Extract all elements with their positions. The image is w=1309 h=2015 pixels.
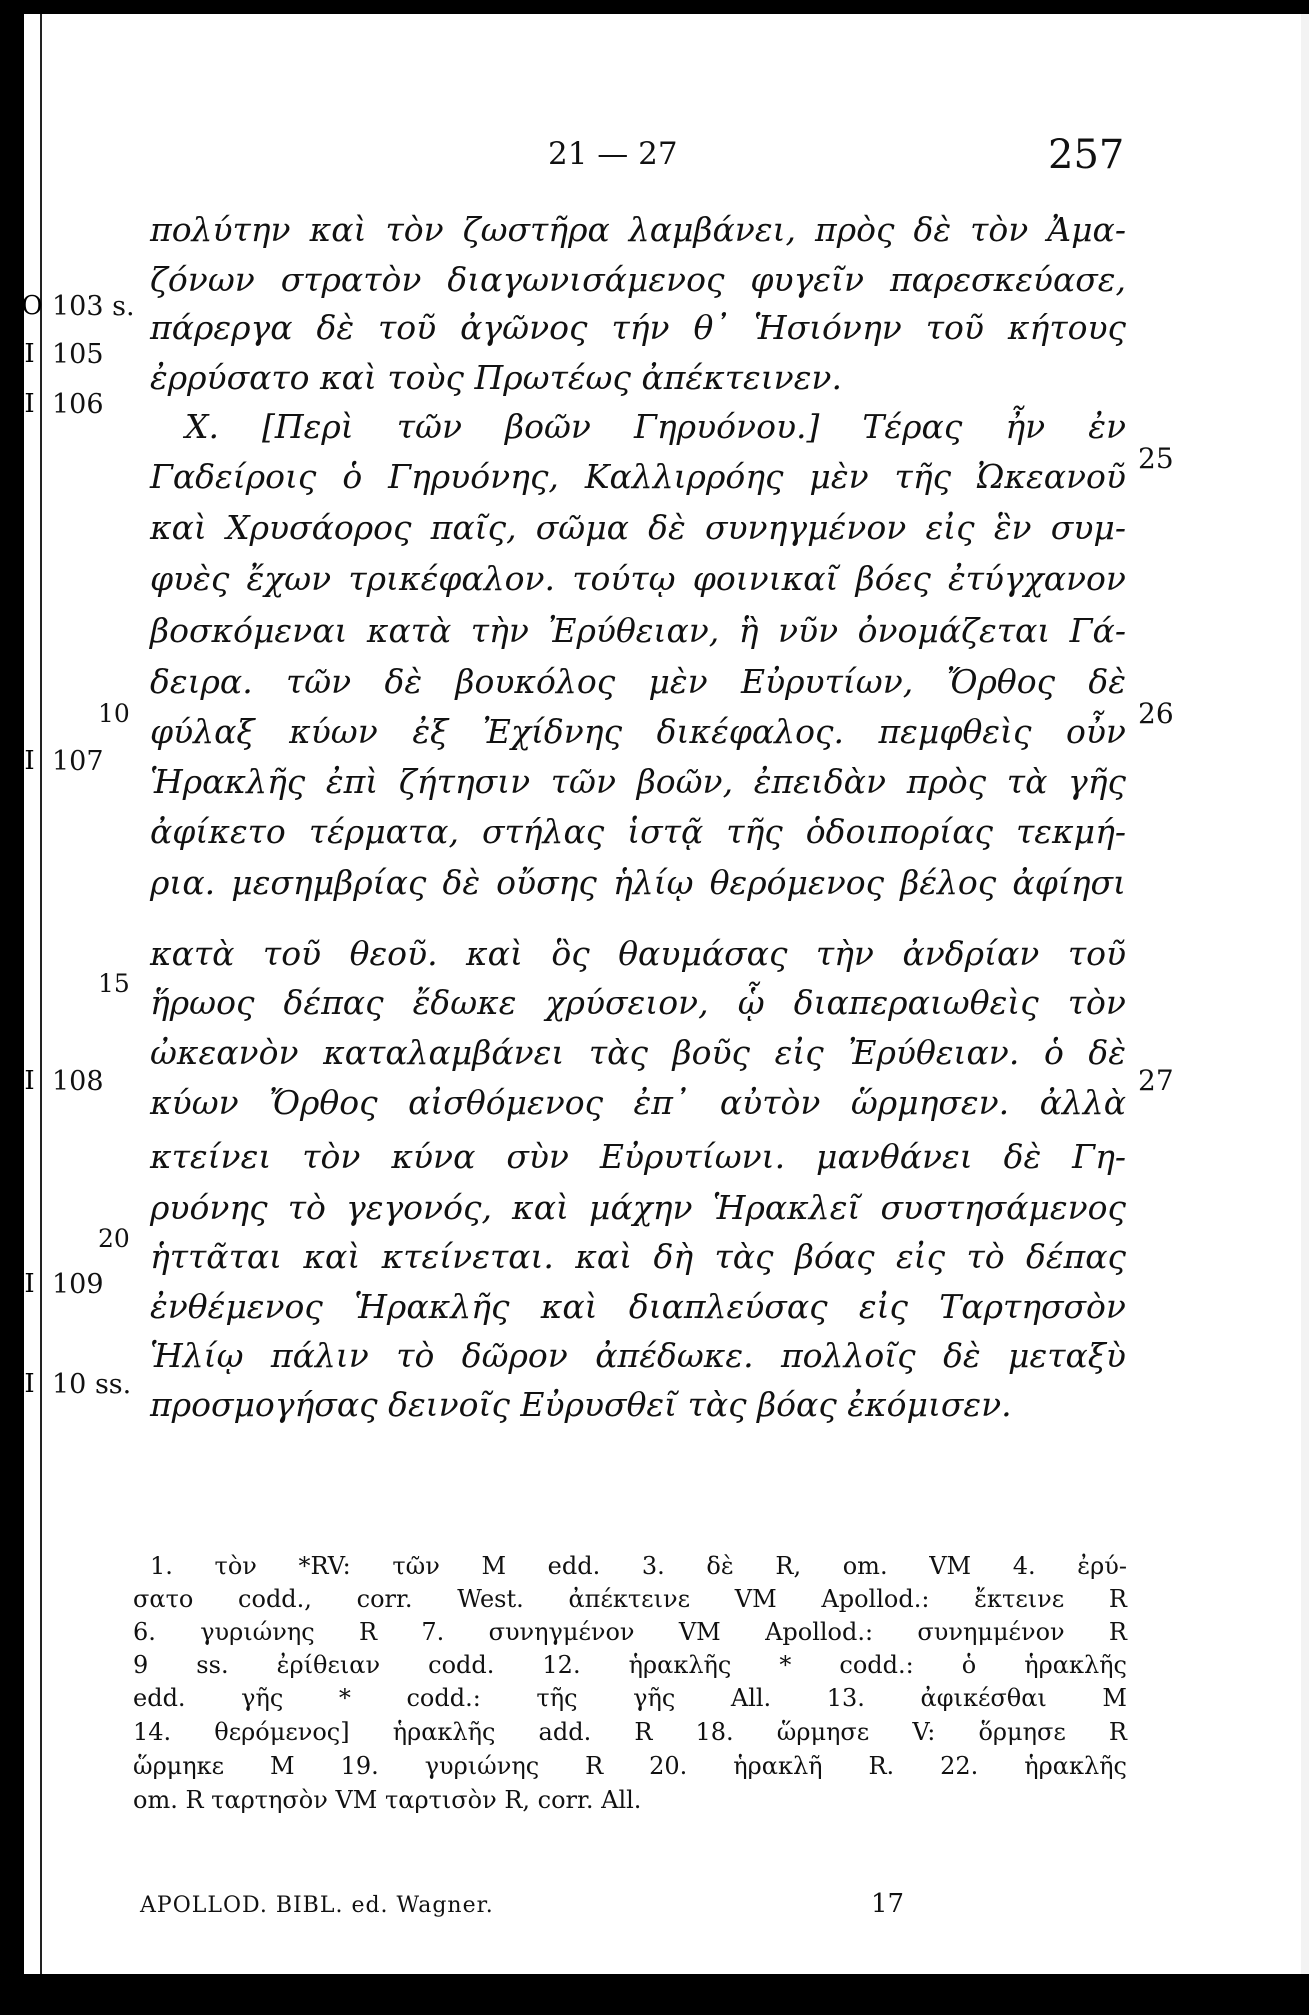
text-line: κύων Ὄρθος αἰσθόμενος ἐπ᾽ αὐτὸν ὥρμησεν. ἀλλὰ [150,1083,1126,1122]
footnote-line: 14. θερόμενος] ἡρακλῆς add. R 18. ὥρμησε V: ὅρμησε R [133,1718,1127,1746]
cut-margin-text: ΣΟ [3,291,43,321]
margin-ref: 105 [52,339,104,370]
text-line: X. [Περὶ τῶν βοῶν Γηρυόνου.] Τέρας ἦν ἐν [185,407,1126,446]
scan-top-border [0,0,1309,14]
line-number: 20 [98,1224,130,1253]
footnote-line: 1. τὸν *RV: τῶν M edd. 3. δὲ R, om. VM 4. ἐρύ- [150,1552,1127,1580]
text-line: φυὲς ἔχων τρικέφαλον. τούτῳ φοινικαῖ βόες ἐτύγχανον [150,559,1126,598]
footnote-line: 9 ss. ἐρίθειαν codd. 12. ἡρακλῆς * codd.: ὁ ἡρακλῆς [133,1651,1127,1679]
text-line: κτείνει τὸν κύνα σὺν Εὐρυτίωνι. μανθάνει δὲ Γη- [150,1137,1126,1176]
line-number: 15 [98,969,130,998]
text-line: Ἡρακλῆς ἐπὶ ζήτησιν τῶν βοῶν, ἐπειδὰν πρὸς τὰ γῆς [150,762,1126,801]
margin-ref: 109 [52,1269,104,1300]
scan-bottom-border [0,1974,1309,2015]
text-line: βοσκόμεναι κατὰ τὴν Ἐρύθειαν, ἣ νῦν ὀνομάζεται Γά- [150,611,1126,650]
text-line: πολύτην καὶ τὸν ζωστῆρα λαμβάνει, πρὸς δὲ τὸν Ἀμα- [150,210,1126,249]
section-number: 25 [1138,442,1174,475]
margin-ref: 103 s. [52,291,135,322]
page-number: 257 [1048,132,1125,178]
text-line: δειρα. τῶν δὲ βουκόλος μὲν Εὐρυτίων, Ὄρθος δὲ [150,662,1126,701]
footnote-line: edd. γῆς * codd.: τῆς γῆς All. 13. ἀφικέσθαι M [133,1684,1127,1712]
text-line: ἥρωος δέπας ἔδωκε χρύσειον, ᾧ διαπεραιωθεὶς τὸν [150,983,1126,1022]
text-line: πάρεργα δὲ τοῦ ἀγῶνος τήν θ᾽ Ἡσιόνην τοῦ κήτους [150,308,1126,347]
text-line: κατὰ τοῦ θεοῦ. καὶ ὃς θαυμάσας τὴν ἀνδρίαν τοῦ [150,934,1126,973]
margin-ref: 10 ss. [52,1369,132,1400]
footnote-line: om. R ταρτησὸν VM ταρτισὸν R, corr. All. [133,1786,642,1814]
footnote-line: 6. γυριώνης R 7. συνηγμένον VM Apollod.: συνημμένον R [133,1618,1127,1646]
section-number: 26 [1138,697,1174,730]
sheet-number: 17 [871,1889,905,1919]
footnote-line: σατο codd., corr. West. ἀπέκτεινε VM Apollod.: ἔκτεινε R [133,1585,1127,1613]
cut-margin-text: ΟΙ [3,1269,35,1299]
section-number: 27 [1138,1064,1174,1097]
cut-margin-text: ΟΙ [3,339,35,369]
text-line: ἡττᾶται καὶ κτείνεται. καὶ δὴ τὰς βόας εἰς τὸ δέπας [150,1237,1126,1276]
cut-margin-text: ΟΙ [3,1369,35,1399]
margin-ref: 108 [52,1066,104,1097]
cut-margin-text: ΟΙ [3,1066,35,1096]
text-line: ὠκεανὸν καταλαμβάνει τὰς βοῦς εἰς Ἐρύθειαν. ὁ δὲ [150,1033,1126,1072]
text-line: ἐνθέμενος Ἡρακλῆς καὶ διαπλεύσας εἰς Ταρτησσὸν [150,1287,1126,1326]
margin-ref: 106 [52,389,104,420]
text-line: προσμογήσας δεινοῖς Εὐρυσθεῖ τὰς βόας ἐκόμισεν. [150,1385,1012,1424]
text-line: ἀφίκετο τέρματα, στήλας ἱστᾷ τῆς ὁδοιπορίας τεκμή- [150,812,1126,851]
text-line: Ἡλίῳ πάλιν τὸ δῶρον ἀπέδωκε. πολλοῖς δὲ μεταξὺ [150,1336,1126,1375]
text-line: καὶ Χρυσάορος παῖς, σῶμα δὲ συνηγμένον εἰς ἓν συμ- [150,508,1126,547]
line-number: 10 [98,699,130,728]
text-line: ρια. μεσημβρίας δὲ οὔσης ἡλίῳ θερόμενος βέλος ἀφίησι [150,863,1126,902]
cut-margin-text: ΟΙ [3,746,35,776]
footnote-line: ὥρμηκε M 19. γυριώνης R 20. ἡρακλῆ R. 22. ἡρακλῆς [133,1752,1127,1780]
margin-ref: 107 [52,746,104,777]
running-head: 21 — 27 [548,136,678,172]
cut-margin-text: ΟΙ [3,389,35,419]
text-line: Γαδείροις ὁ Γηρυόνης, Καλλιρρόης μὲν τῆς Ὠκεανοῦ [150,457,1126,496]
printer-signature: APOLLOD. BIBL. ed. Wagner. [140,1893,494,1918]
text-line: ζόνων στρατὸν διαγωνισάμενος φυγεῖν παρεσκεύασε, [150,260,1126,299]
scan-right-edge [1301,14,1309,1974]
text-line: ρυόνης τὸ γεγονός, καὶ μάχην Ἡρακλεῖ συστησάμενος [150,1188,1126,1227]
text-line: φύλαξ κύων ἐξ Ἐχίδνης δικέφαλος. πεμφθεὶς οὖν [150,712,1126,751]
text-line: ἐρρύσατο καὶ τοὺς Πρωτέως ἀπέκτεινεν. [150,358,842,397]
